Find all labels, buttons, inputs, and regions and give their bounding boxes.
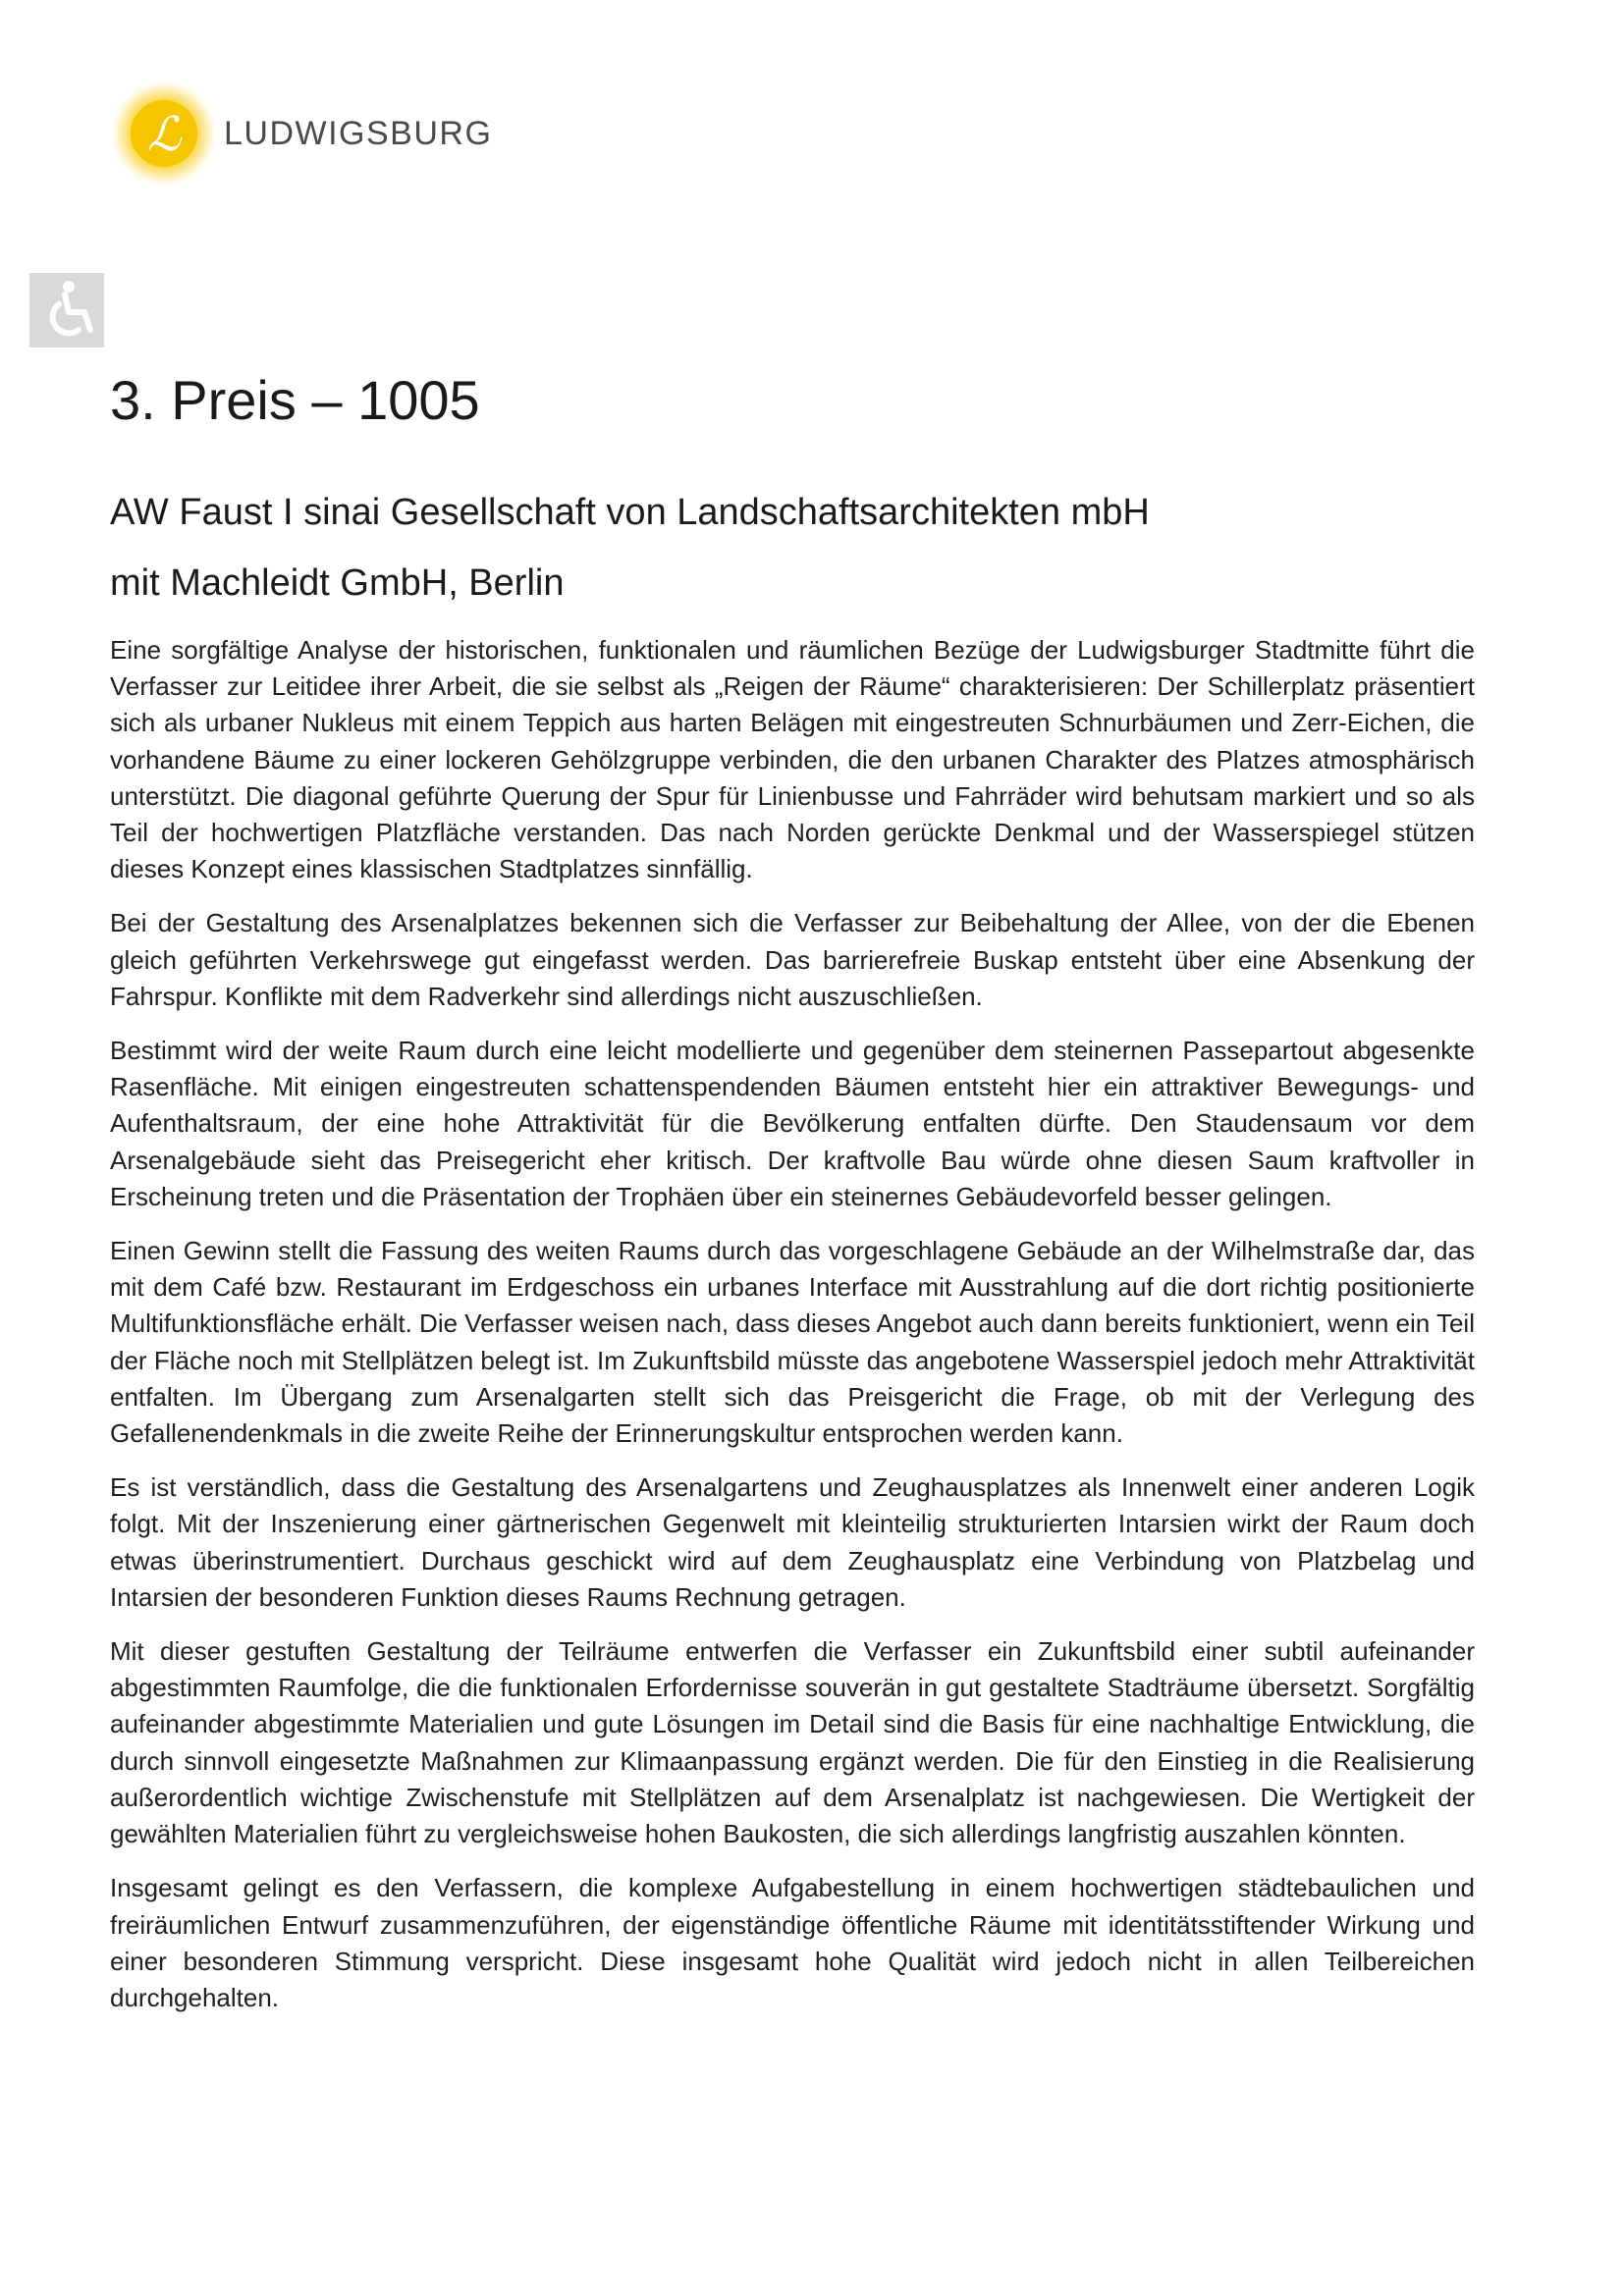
ludwigsburg-logo-icon (110, 80, 218, 187)
page-title: 3. Preis – 1005 (110, 369, 480, 431)
subtitle-authors: AW Faust I sinai Gesellschaft von Landschaftsarchitekten mbH (110, 492, 1150, 533)
paragraph-arsenalgarten: Es ist verständlich, dass die Gestaltung des Arsenalgartens und Zeughausplatzes als Innenwelt einer anderen Logik folgt. Mit der Inszenierung einer gärtnerischen Gegenwelt mit kleinteilig strukturierten Intarsien wirkt der Raum doch etwas überinstrumentiert. Durchaus geschickt wird auf dem Zeughausplatz eine Verbindung von Platzbelag und Intarsien der besonderen Funktion dieses Raums Rechnung getragen. (110, 1472, 1475, 1612)
paragraph-schillerplatz: Eine sorgfältige Analyse der historischen, funktionalen und räumlichen Bezüge der Ludwigsburger Stadtmitte führt die Verfasser zur Leitidee ihrer Arbeit, die sie selbst als „Reigen der Räume“ charakterisieren: Der Schillerplatz präsentiert sich als urbaner Nukleus mit einem Teppich aus harten Belägen mit eingestreuten Schnurbäumen und Zerr-Eichen, die vorhandene Bäume zu einer lockeren Gehölzgruppe verbinden, die den urbanen Charakter des Platzes atmosphärisch unterstützt. Die diagonal geführte Querung der Spur für Linienbusse und Fahrräder wird behutsam markiert und so als Teil der hochwertigen Platzfläche verstanden. Das nach Norden gerückte Denkmal und der Wasserspiegel stützen dieses Konzept eines klassischen Stadtplatzes sinnfällig. (110, 635, 1475, 884)
paragraph-raumfolge: Mit dieser gestuften Gestaltung der Teilräume entwerfen die Verfasser ein Zukunftsbild einer subtil aufeinander abgestimmten Raumfolge, die die funktionalen Erfordernisse souverän in gut gestaltete Stadträume übersetzt. Sorgfältig aufeinander abgestimmte Materialien und gute Lösungen im Detail sind die Basis für eine nachhaltige Entwicklung, die durch sinnvoll eingesetzte Maßnahmen zur Klimaanpassung ergänzt werden. Die für den Einstieg in die Realisierung außerordentlich wichtige Zwischenstufe mit Stellplätzen auf dem Arsenalplatz ist nachgewiesen. Die Wertigkeit der gewählten Materialien führt zu vergleichsweise hohen Baukosten, die sich allerdings langfristig auszahlen könnten. (110, 1636, 1475, 1849)
body-text (110, 632, 1475, 2016)
logo-text: LUDWIGSBURG (224, 114, 493, 152)
accessibility-icon[interactable] (29, 273, 104, 347)
document-content (110, 361, 1475, 2034)
ludwigsburg-logo (110, 79, 492, 188)
paragraph-fazit: Insgesamt gelingt es den Verfassern, die komplexe Aufgabestellung in einem hochwertigen städtebaulichen und freiräumlichen Entwurf zusammenzuführen, der eigenständige öffentliche Räume mit identitätsstiftender Wirkung und einer besonderen Stimmung verspricht. Diese insgesamt hohe Qualität wird jedoch nicht in allen Teilbereichen durchgehalten. (110, 1873, 1475, 2012)
paragraph-arsenalplatz: Bei der Gestaltung des Arsenalplatzes bekennen sich die Verfasser zur Beibehaltung der Allee, von der die Ebenen gleich geführten Verkehrswege gut eingefasst werden. Das barrierefreie Buskap entsteht über eine Absenkung der Fahrspur. Konflikte mit dem Radverkehr sind allerdings nicht auszuschließen. (110, 908, 1475, 1011)
subtitle-partners: mit Machleidt GmbH, Berlin (110, 562, 565, 604)
logo-monogram: ℒ (146, 107, 182, 162)
paragraph-wilhelmstrasse: Einen Gewinn stellt die Fassung des weiten Raums durch das vorgeschlagene Gebäude an der Wilhelmstraße dar, das mit dem Café bzw. Restaurant im Erdgeschoss ein urbanes Interface mit Ausstrahlung auf die dort richtig positionierte Multifunktionsfläche erhält. Die Verfasser weisen nach, dass dieses Angebot auch dann bereits funktioniert, wenn ein Teil der Fläche noch mit Stellplätzen belegt ist. Im Zukunftsbild müsste das angebotene Wasserspiel jedoch mehr Attraktivität entfalten. Im Übergang zum Arsenalgarten stellt sich das Preisgericht die Frage, ob mit der Verlegung des Gefallenendenkmals in die zweite Reihe der Erinnerungskultur entsprochen werden kann. (110, 1236, 1475, 1449)
paragraph-rasenflaeche: Bestimmt wird der weite Raum durch eine leicht modellierte und gegenüber dem steinernen Passepartout abgesenkte Rasenfläche. Mit einigen eingestreuten schattenspendenden Bäumen entsteht hier ein attraktiver Bewegungs- und Aufenthaltsraum, der eine hohe Attraktivität für die Bevölkerung entfalten dürfte. Den Staudensaum vor dem Arsenalgebäude sieht das Preisegericht eher kritisch. Der kraftvolle Bau würde ohne diesen Saum kraftvoller in Erscheinung treten und die Präsentation der Trophäen über ein steinernes Gebäudevorfeld besser gelingen. (110, 1036, 1475, 1211)
